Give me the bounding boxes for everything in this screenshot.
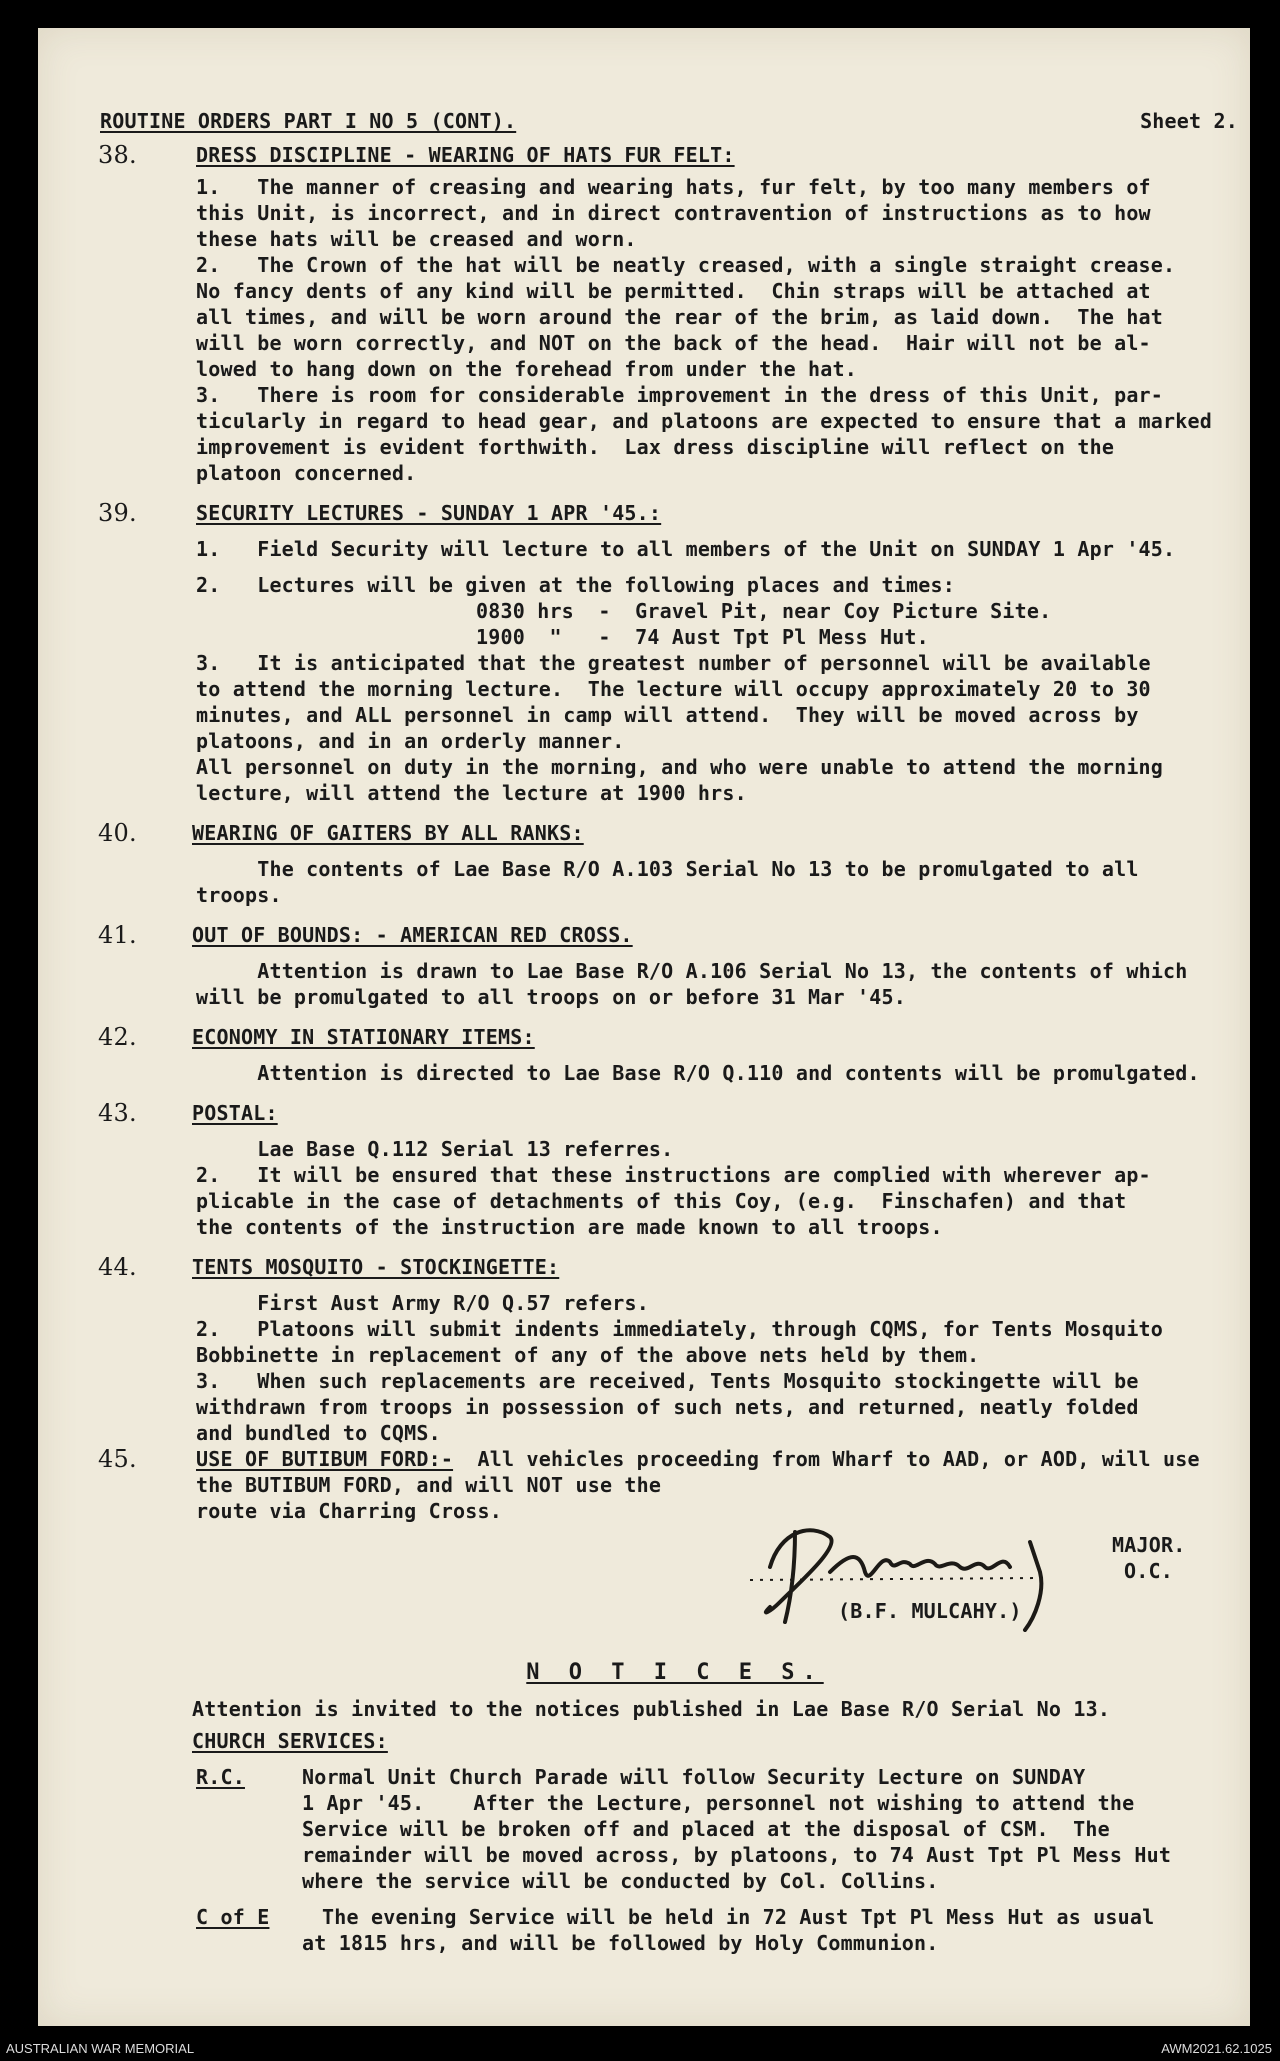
body-line: 1. Field Security will lecture to all members of the Unit on SUNDAY 1 Apr '45. [196,537,1176,561]
body-line: 3. It is anticipated that the greatest number of personnel will be available [196,651,1151,675]
archive-footer [0,2039,1280,2057]
notices-heading: N O T I C E S. [526,1660,824,1685]
body-line: ticularly in regard to head gear, and platoons are expected to ensure that a marked [196,409,1213,433]
notices-intro: Attention is invited to the notices published in Lae Base R/O Serial No 13. [192,1697,1111,1721]
section-42 [100,1024,1250,1086]
body-line: the contents of the instruction are made known to all troops. [196,1215,943,1239]
body-line: will be promulgated to all troops on or before 31 Mar '45. [196,985,906,1009]
body-line: troops. [196,883,282,907]
body-line: First Aust Army R/O Q.57 refers. [196,1291,649,1315]
section-number: 44. [98,1253,137,1281]
body-line: 2. It will be ensured that these instructions are complied with wherever ap- [196,1163,1151,1187]
body-line: will be worn correctly, and NOT on the back of the head. Hair will not be al- [196,331,1151,355]
body-line: 2. Platoons will submit indents immediately, through CQMS, for Tents Mosquito [196,1317,1164,1341]
body-line: 1. The manner of creasing and wearing hats, fur felt, by too many members of [196,175,1151,199]
body-line: 3. When such replacements are received, Tents Mosquito stockingette will be [196,1369,1139,1393]
body-line: platoon concerned. [196,461,417,485]
body-line: Attention is directed to Lae Base R/O Q.110 and contents will be promulgated. [196,1061,1200,1085]
section-number: 39. [98,499,137,527]
body-line: this Unit, is incorrect, and in direct contravention of instructions as to how [196,201,1151,225]
routine-orders [100,78,1250,1956]
section-title: DRESS DISCIPLINE - WEARING OF HATS FUR FELT: [196,143,735,167]
body-line: route via Charring Cross. [196,1499,503,1523]
notice-text: The evening Service will be held in 72 Aust Tpt Pl Mess Hut as usual at 1815 hrs, and will be followed by Holy Communion. [302,1905,1155,1955]
denomination-label: R.C. [196,1765,245,1789]
signatory-role: O.C. [1124,1559,1173,1583]
section-39 [100,500,1250,806]
body-line: lecture, will attend the lecture at 1900 hrs. [196,781,747,805]
archive-name: AUSTRALIAN WAR MEMORIAL [6,2041,195,2056]
signatory-rank: MAJOR. [1112,1533,1186,1557]
section-number: 45. [98,1445,137,1473]
body-line: all times, and will be worn around the rear of the brim, as laid down. The hat [196,305,1164,329]
church-services-heading: CHURCH SERVICES: [192,1729,388,1753]
section-38 [100,142,1250,486]
body-line: Attention is drawn to Lae Base R/O A.106 Serial No 13, the contents of which [196,959,1188,983]
section-title: WEARING OF GAITERS BY ALL RANKS: [192,821,584,845]
section-text: All vehicles proceeding from Wharf to AAD, or AOD, will use [453,1447,1200,1471]
body-line: these hats will be creased and worn. [196,227,637,251]
notice-text: Normal Unit Church Parade will follow Security Lecture on SUNDAY 1 Apr '45. After the Lecture, personnel not wishing to attend the Service will be broken off and placed at the disposal of CSM. The remainder will be moved across, by platoons, to 74 Aust Tpt Pl Mess Hut where the service will be conducted by Col. Collins. [302,1765,1172,1893]
section-41 [100,922,1250,1010]
section-number: 38. [98,141,137,169]
body-line: platoons, and in an orderly manner. [196,729,625,753]
section-44 [100,1254,1250,1446]
section-number: 43. [98,1099,137,1127]
body-line: minutes, and ALL personnel in camp will attend. They will be moved across by [196,703,1139,727]
body-line: 2. The Crown of the hat will be neatly creased, with a single straight crease. [196,253,1176,277]
body-line: and bundled to CQMS. [196,1421,441,1445]
body-line: No fancy dents of any kind will be permitted. Chin straps will be attached at [196,279,1151,303]
section-title: OUT OF BOUNDS: - AMERICAN RED CROSS. [192,923,633,947]
section-number: 40. [98,819,137,847]
body-line: 3. There is room for considerable improvement in the dress of this Unit, par- [196,383,1164,407]
body-line: lowed to hang down on the forehead from under the hat. [196,357,858,381]
section-40 [100,820,1250,908]
section-number: 41. [98,921,137,949]
document-page [38,28,1250,2026]
schedule-row: 0830 hrs - Gravel Pit, near Coy Picture Site. [476,599,1052,623]
signatory-name: (B.F. MULCAHY.) [838,1599,1022,1623]
body-line: Lae Base Q.112 Serial 13 referres. [196,1137,674,1161]
body-line: improvement is evident forthwith. Lax dress discipline will reflect on the [196,435,1115,459]
page-header [100,108,1250,142]
section-body [100,174,1250,486]
body-line: The contents of Lae Base R/O A.103 Serial No 13 to be promulgated to all [196,857,1139,881]
body-line: All personnel on duty in the morning, and who were unable to attend the morning [196,755,1164,779]
section-title: USE OF BUTIBUM FORD:- [196,1447,454,1471]
schedule-row: 1900 " - 74 Aust Tpt Pl Mess Hut. [476,625,929,649]
archive-reference: AWM2021.62.1025 [1161,2041,1272,2056]
section-title: SECURITY LECTURES - SUNDAY 1 APR '45.: [196,501,662,525]
denomination-label: C of E [196,1905,270,1929]
body-line: withdrawn from troops in possession of such nets, and returned, neatly folded [196,1395,1139,1419]
section-43 [100,1100,1250,1240]
body-line: 2. Lectures will be given at the following places and times: [196,573,955,597]
church-notice-rc [196,1764,1250,1894]
body-line: to attend the morning lecture. The lecture will occupy approximately 20 to 30 [196,677,1151,701]
body-line: plicable in the case of detachments of this Coy, (e.g. Finschafen) and that [196,1189,1127,1213]
orders-title: ROUTINE ORDERS PART I NO 5 (CONT). [100,109,517,133]
section-title: POSTAL: [192,1101,278,1125]
section-title: ECONOMY IN STATIONARY ITEMS: [192,1025,535,1049]
section-number: 42. [98,1023,137,1051]
body-line: Bobbinette in replacement of any of the above nets held by them. [196,1343,980,1367]
body-line: the BUTIBUM FORD, and will NOT use the [196,1473,662,1497]
signature-block [100,1524,1250,1654]
church-notice-cofe [196,1904,1250,1956]
sheet-number: Sheet 2. [1140,109,1238,133]
section-title: TENTS MOSQUITO - STOCKINGETTE: [192,1255,560,1279]
